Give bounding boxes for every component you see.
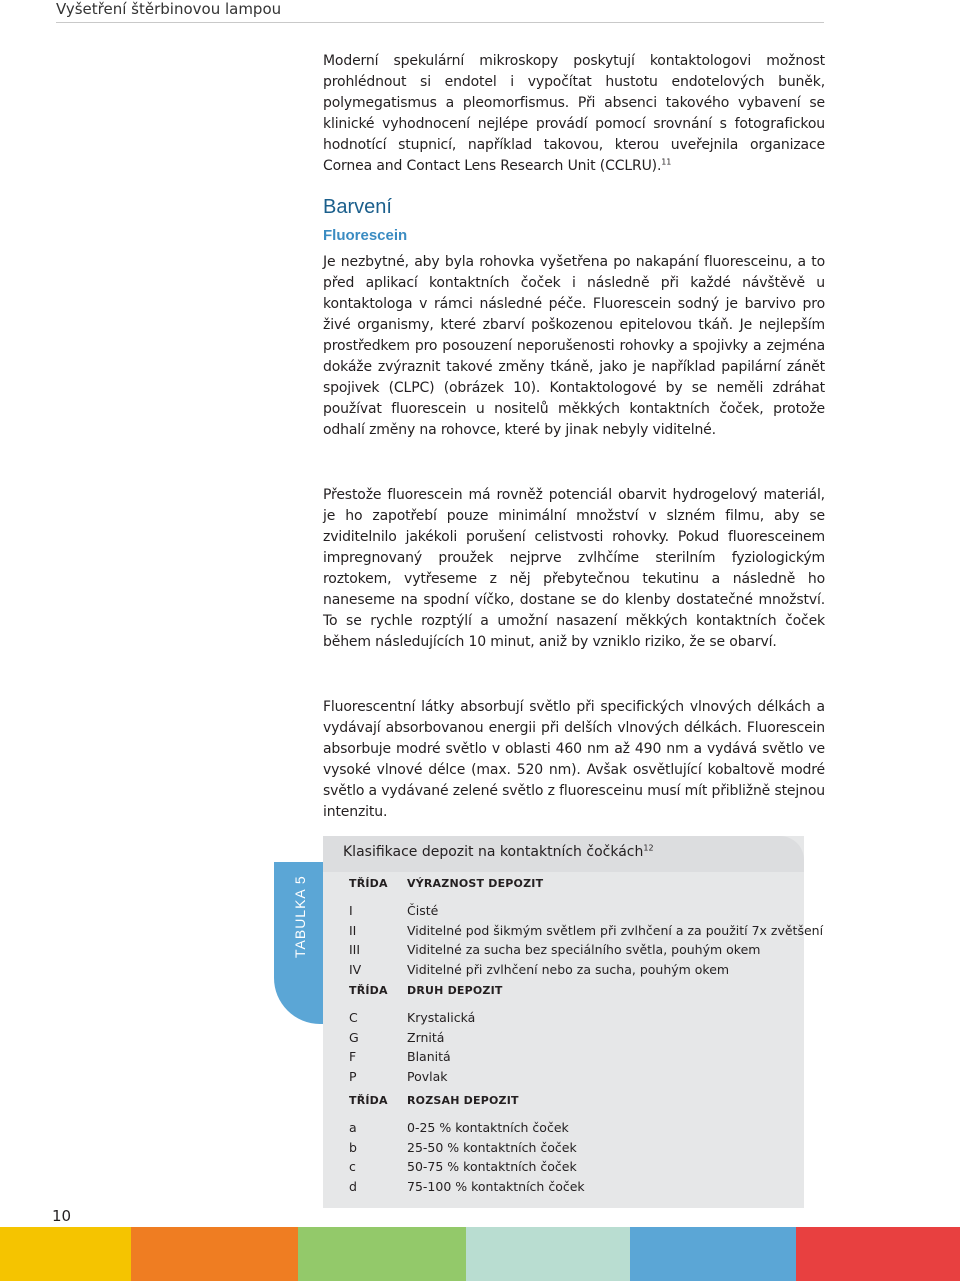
table-cell-description: Čisté [407, 903, 439, 918]
intro-paragraph [323, 51, 825, 177]
table-cell-class: P [349, 1068, 357, 1084]
table-row [349, 1158, 577, 1176]
table-cell-class: C [349, 1010, 358, 1025]
footer-color-segment [298, 1227, 466, 1281]
table-cell-class: a [349, 1120, 357, 1135]
table-cell-description: Viditelné za sucha bez speciálního světla, pouhým okem [407, 942, 761, 957]
table-cell-class: c [349, 1159, 356, 1174]
fluorescein-paragraph-block [323, 252, 825, 441]
table-row [349, 922, 823, 940]
table-col-header-description: ROZSAH DEPOZIT [407, 1094, 519, 1107]
table-col-header-description: VÝRAZNOST DEPOZIT [407, 877, 544, 890]
table-cell-description: 75-100 % kontaktních čoček [407, 1178, 585, 1194]
table-cell-class: d [349, 1178, 357, 1194]
table-row [349, 961, 729, 979]
table-title-text: Klasifikace depozit na kontaktních čočkách [343, 844, 644, 860]
table-row [349, 1139, 577, 1157]
running-header: Vyšetření štěrbinovou lampou [56, 0, 282, 18]
table-cell-class: IV [349, 961, 362, 977]
fluorescence-paragraph-block [323, 697, 825, 823]
table-row [349, 1119, 569, 1137]
footnote-ref-11: 11 [661, 157, 672, 167]
table-row [349, 1178, 585, 1196]
table-group-header [349, 982, 503, 1000]
table-title [343, 844, 654, 860]
table-cell-description: Zrnitá [407, 1029, 445, 1045]
footer-color-segment [131, 1227, 298, 1281]
intro-paragraph-block [323, 51, 825, 177]
table-row [349, 1009, 475, 1027]
table-row [349, 902, 438, 920]
footer-color-segment [630, 1227, 796, 1281]
table-row [349, 1029, 444, 1047]
header-divider [56, 22, 824, 23]
table-cell-description: Viditelné pod šikmým světlem při zvlhčení a za použití 7x zvětšení [407, 922, 824, 938]
table-col-header-class: TŘÍDA [349, 877, 388, 890]
hydrogel-paragraph-block [323, 485, 825, 653]
table-col-header-class: TŘÍDA [349, 1094, 388, 1107]
footnote-ref-12: 12 [643, 843, 654, 853]
footer-color-segment [466, 1227, 630, 1281]
table-cell-class: G [349, 1029, 359, 1045]
table-row [349, 1068, 448, 1086]
section-heading: Barvení [323, 196, 392, 218]
hydrogel-paragraph: Přestože fluorescein má rovněž potenciál obarvit hydrogelový materiál, je ho zapotřebí pouze minimální množství v slzném filmu, aby se zviditelnilo jakékoli porušení celistvosti rohovky. Pokud fluoresceinem impregnovaný proužek nejprve zvlhčíme sterilním fyziologickým roztokem, vytřeseme z něj přebytečnou tekutinu a následně ho naneseme na spodní víčko, dostane se do klenby dostatečné množství. To se rychle rozptýlí a umožní nasazení měkkých kontaktních čoček během následujících 10 minut, aniž by vzniklo riziko, že se obarví. [323, 487, 825, 650]
fluorescein-paragraph: Je nezbytné, aby byla rohovka vyšetřena po nakapání fluoresceinu, a to před aplikací kontaktních čoček i následně při každé návštěvě u kontaktologa v rámci následné péče. Fluorescein sodný je barvivo pro živé organismy, které zbarví poškozenou epitelovou tkáň. Je nejlepším prostředkem pro posouzení neporušenosti rohovky a spojivky a zejména dokáže zvýraznit takové změny tkáně, jako je například papilární zánět spojivek (CLPC) (obrázek 10). Kontaktologové by se neměli zdráhat používat fluorescein u nositelů měkkých kontaktních čoček, protože odhalí změny na rohovce, které by jinak nebyly viditelné. [323, 254, 825, 438]
subsection-heading: Fluorescein [323, 227, 408, 244]
table-group-header [349, 875, 543, 893]
table-cell-description: Viditelné při zvlhčení nebo za sucha, pouhým okem [407, 961, 730, 977]
table-cell-class: I [349, 903, 353, 918]
page-number: 10 [52, 1207, 72, 1225]
footer-color-segment [796, 1227, 960, 1281]
table-cell-description: Povlak [407, 1068, 448, 1084]
table-row [349, 941, 760, 959]
table-cell-class: b [349, 1139, 357, 1155]
table-cell-class: II [349, 922, 357, 938]
table-cell-description: 50-75 % kontaktních čoček [407, 1159, 577, 1174]
intro-paragraph-text: Moderní spekulární mikroskopy poskytují kontaktologovi možnost prohlédnout si endotel i vypočítat hustotu endotelových buněk, polymegatismus a pleomorfismus. Při absenci takového vybavení se klinické vyhodnocení nejlépe provádí pomocí srovnání s fotografickou hodnotící stupnicí, například takovou, kterou uveřejnila organizace Cornea and Contact Lens Research Unit (CCLRU). [323, 53, 825, 174]
table-cell-class: F [349, 1049, 357, 1064]
table-group-header [349, 1092, 519, 1110]
table-col-header-class: TŘÍDA [349, 984, 388, 997]
table-cell-class: III [349, 942, 361, 957]
table-col-header-description: DRUH DEPOZIT [407, 984, 503, 997]
table-cell-description: Blanitá [407, 1049, 451, 1064]
table-cell-description: Krystalická [407, 1010, 476, 1025]
table-cell-description: 25-50 % kontaktních čoček [407, 1139, 577, 1155]
table-cell-description: 0-25 % kontaktních čoček [407, 1120, 569, 1135]
fluorescence-paragraph: Fluorescentní látky absorbují světlo při specifických vlnových délkách a vydávají absorbovanou energii při delších vlnových délkách. Fluorescein absorbuje modré světlo v oblasti 460 nm až 490 nm a vydává světlo ve vysoké vlnové délce (max. 520 nm). Avšak osvětlující kobaltově modré světlo a vydávané zelené světlo z fluoresceinu musí mít přibližně stejnou intenzitu. [323, 699, 825, 820]
footer-color-segment [0, 1227, 131, 1281]
table-side-label: TABULKA 5 [292, 875, 308, 958]
table-row [349, 1048, 451, 1066]
